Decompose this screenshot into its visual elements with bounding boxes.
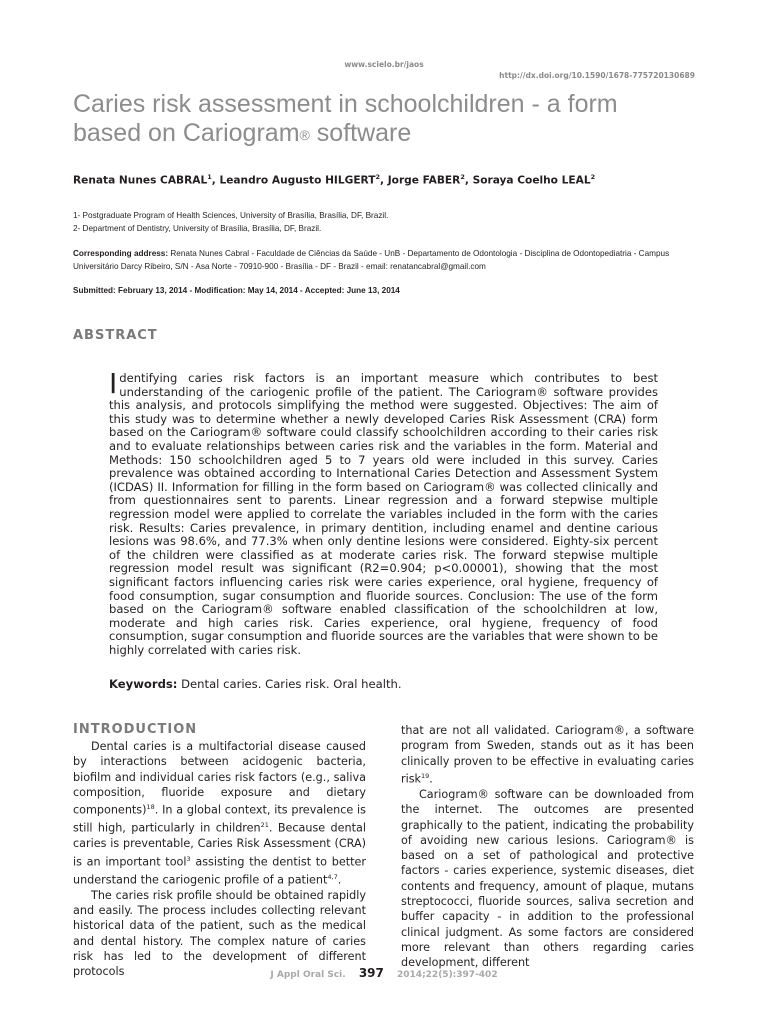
keywords-text: Dental caries. Caries risk. Oral health. [177, 677, 402, 691]
journal-name: J Appl Oral Sci. [270, 970, 346, 980]
paragraph-text: . [429, 772, 433, 786]
citation: 4,7 [327, 872, 338, 881]
citation: 21 [260, 821, 269, 830]
author-affiliation-mark: 1 [207, 173, 212, 181]
author-list [73, 173, 713, 187]
journal-citation: 2014;22(5):397-402 [397, 970, 498, 980]
author-separator: , [380, 174, 388, 187]
paragraph-text: . In a global context, its prevalence is still high, particularly in children [73, 803, 366, 835]
paragraph [73, 739, 366, 888]
abstract-body [109, 367, 658, 657]
page-footer [0, 966, 768, 980]
title-line-2: based on Cariogram [73, 119, 300, 147]
paragraph [401, 723, 694, 787]
paragraph-text: . Because dental caries is preventable, Caries Risk Assessment (CRA) is an important tool [73, 821, 366, 869]
keywords [109, 677, 402, 691]
paragraph-text: Dental caries is a multifactorial disease caused by interactions between acidogenic bacteria, biofilm and individual caries risk factors (e.g., saliva composition, fluoride exposure and dietary components) [73, 740, 366, 817]
keywords-label: Keywords: [109, 677, 178, 691]
author-name: Jorge FABER [387, 174, 461, 187]
abstract-text: dentifying caries risk factors is an important measure which contributes to best understanding of the cariogenic profile of the patient. The Cariogram® software provides this analysis, and protocols simplifying the method were suggested. Objectives: The aim of this study was to determine whether a newly developed Caries Risk Assessment (CRA) form based on the Cariogram® software could classify schoolchildren according to their caries risk and to evaluate relationships between caries risk and the variables in the form. Material and Methods: 150 schoolchildren aged 5 to 7 years old were included in this survey. Caries prevalence was obtained according to International Caries Detection and Assessment System (ICDAS) II. Information for filling in the form based on Cariogram® was collected clinically and from questionnaires sent to parents. Linear regression and a forward stepwise multiple regression model were applied to correlate the variables included in the form with the caries risk. Results: Caries prevalence, in primary dentition, including enamel and dentine carious lesions was 98.6%, and 77.3% when only dentine lesions were considered. Eighty-six percent of the children were classified as at moderate caries risk. The forward stepwise multiple regression model result was significant (R2=0.904; p<0.00001), showing that the most significant factors influencing caries risk were caries experience, oral hygiene, frequency of food consumption, sugar consumption and fluoride sources. Conclusion: The use of the form based on the Cariogram® software enabled classification of the schoolchildren at low, moderate and high caries risk. Caries experience, oral hygiene, frequency of food consumption, sugar consumption and fluoride sources are the variables that were shown to be highly correlated with caries risk. [109, 371, 658, 657]
paragraph-text: The caries risk profile should be obtained rapidly and easily. The process includes collecting relevant historical data of the patient, such as the medical and dental history. The complex nature of caries risk has led to the development of different protocols [73, 888, 366, 979]
title-line-2-end: software [309, 119, 412, 147]
affiliation-1: 1- Postgraduate Program of Health Sciences, University of Brasília, Brasília, DF, Brazil. [73, 211, 389, 220]
drop-cap: I [109, 367, 118, 400]
citation: 19 [421, 771, 430, 780]
page-number: 397 [358, 966, 384, 980]
article-title [73, 90, 713, 148]
paragraph [401, 787, 694, 971]
corresponding-address [73, 248, 698, 273]
author-separator: , [211, 174, 220, 187]
author-affiliation-mark: 2 [375, 173, 380, 181]
journal-website: www.scielo.br/jaos [344, 60, 424, 69]
corresponding-label: Corresponding address: [73, 249, 169, 258]
paragraph-text: . [337, 873, 342, 887]
author-affiliation-mark: 2 [460, 173, 465, 181]
author-name: Leandro Augusto HILGERT [219, 174, 376, 187]
introduction-heading: INTRODUCTION [73, 722, 198, 737]
citation: 18 [146, 803, 155, 812]
submission-dates: Submitted: February 13, 2014 - Modification: May 14, 2014 - Accepted: June 13, 2014 [73, 286, 400, 295]
affiliation-2: 2- Department of Dentistry, University of Brasília, Brasília, DF, Brazil. [73, 224, 322, 233]
author-name: Renata Nunes CABRAL [73, 174, 208, 187]
body-column-left [73, 739, 366, 979]
registered-mark: ® [299, 127, 310, 143]
abstract-heading: ABSTRACT [73, 328, 158, 343]
body-column-right [401, 723, 694, 970]
paragraph-text: assisting the dentist to better understand the cariogenic profile of a patient [73, 855, 366, 887]
paragraph-text: Cariogram® software can be downloaded from the internet. The outcomes are presented graphically to the patient, indicating the probability of avoiding new carious lesions. Cariogram® is based on a set of pathological and protective factors - caries experience, systemic diseases, diet contents and frequency, amount of plaque, mutans streptococci, fluoride sources, saliva secretion and buffer capacity - in addition to the professional clinical judgment. As some factors are considered more relevant than others regarding caries development, different [401, 787, 694, 970]
citation: 3 [186, 854, 191, 863]
title-line-1: Caries risk assessment in schoolchildren - a form [73, 90, 618, 118]
doi-link[interactable]: http://dx.doi.org/10.1590/1678-775720130689 [499, 71, 695, 80]
author-name: Soraya Coelho LEAL [472, 174, 591, 187]
corresponding-text: Renata Nunes Cabral - Faculdade de Ciências da Saúde - UnB - Departamento de Odontologia - Disciplina de Odontopediatria - Campus Universitário Darcy Ribeiro, S/N - Asa Norte - 70910-900 - Brasília - DF - Brazil - email: renatancabral@gmail.com [73, 249, 670, 271]
paragraph-text: that are not all validated. Cariogram®, a software program from Sweden, stands out as it has been clinically proven to be effective in evaluating caries risk [401, 724, 694, 786]
author-separator: , [464, 174, 473, 187]
author-affiliation-mark: 2 [590, 173, 596, 181]
